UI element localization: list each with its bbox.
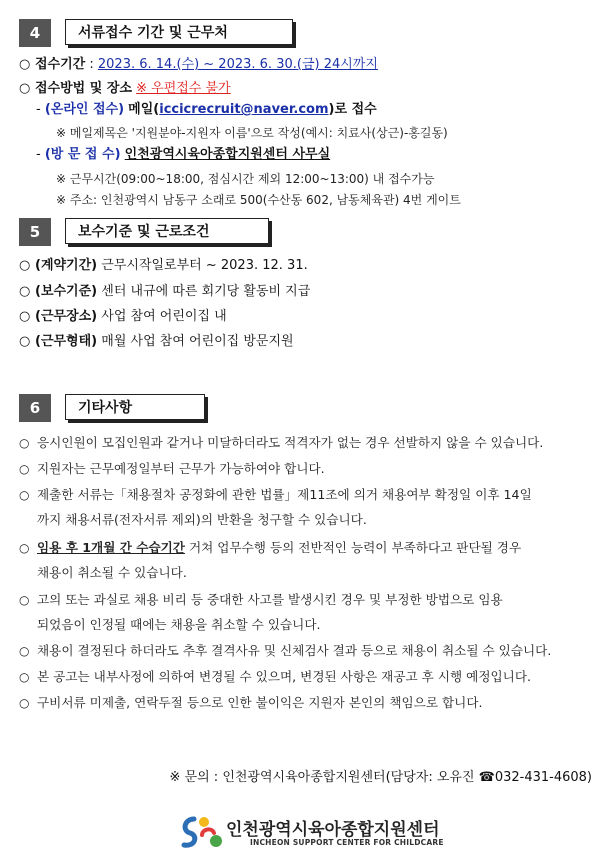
condition-label: (근무장소) (35, 309, 98, 324)
circle-bullet-icon: ○ (19, 644, 30, 658)
period-line: ○ 접수기간 : 2023. 6. 14.(수) ~ 2023. 6. 30.(금) 24시까지 (19, 57, 378, 72)
circle-bullet-icon: ○ (19, 436, 30, 450)
notice-text-continued: 되었음이 인정될 때에는 채용을 취소할 수 있습니다. (37, 617, 321, 632)
circle-bullet-icon: ○ (19, 696, 30, 710)
condition-item (19, 308, 227, 326)
notice-item (19, 664, 594, 690)
visit-note-hours: ※ 근무시간(09:00~18:00, 점심시간 제외 12:00~13:00) 내 접수가능 (56, 172, 435, 186)
contact-info: ※ 문의 : 인천광역시육아종합지원센터(담당자: 오유진 ☎032-431-4608) (169, 770, 592, 785)
notice-text: 지원자는 근무예정일부터 근무가 가능하여야 합니다. (37, 461, 325, 476)
period-value: 2023. 6. 14.(수) ~ 2023. 6. 30.(금) 24시까지 (97, 57, 378, 72)
circle-bullet-icon: ○ (19, 309, 31, 324)
center-logo (178, 813, 458, 853)
online-note: ※ 메일제목은 '지원분야-지원자 이름'으로 작성(예시: 치료사(상근)-홍길동) (56, 126, 448, 140)
circle-bullet-icon: ○ (19, 284, 31, 299)
circle-bullet-icon: ○ (19, 541, 30, 555)
notice-text-continued: 채용이 취소될 수 있습니다. (37, 565, 187, 580)
visit-note-address: ※ 주소: 인천광역시 남동구 소래로 500(수산동 602, 남동체육관) 4번 게이트 (56, 193, 461, 207)
notice-text: 응시인원이 모집인원과 같거나 미달하더라도 적격자가 없는 경우 선발하지 않을 수 있습니다. (37, 435, 544, 450)
online-line: - (온라인 접수) 메일(iccicrecruit@naver.com)로 접수 (36, 102, 377, 117)
section6-number: 6 (19, 394, 51, 422)
notice-text: 거쳐 업무수행 등의 전반적인 능력이 부족하다고 판단될 경우 (184, 540, 522, 555)
condition-text: 사업 참여 어린이집 내 (101, 309, 227, 324)
online-label: (온라인 접수) (44, 102, 125, 117)
circle-bullet-icon: ○ (19, 488, 30, 502)
condition-label: (계약기간) (35, 258, 98, 273)
notice-item (19, 430, 594, 456)
section5-title: 보수기준 및 근로조건 (65, 218, 269, 244)
online-mail-suffix: )로 접수 (328, 102, 377, 117)
method-label: 접수방법 및 장소 (35, 81, 132, 96)
circle-bullet-icon: ○ (19, 462, 30, 476)
visit-place: 인천광역시육아종합지원센터 사무실 (124, 147, 331, 162)
notice-item (19, 587, 594, 613)
online-mail-prefix: 메일( (128, 102, 160, 117)
circle-bullet-icon: ○ (19, 334, 31, 349)
notice-item (19, 535, 594, 561)
notice-text-continued: 까지 채용서류(전자서류 제외)의 반환을 청구할 수 있습니다. (37, 512, 367, 527)
visit-line: - (방 문 접 수) 인천광역시육아종합지원센터 사무실 (36, 147, 331, 162)
condition-label: (보수기준) (35, 284, 98, 299)
notice-item (19, 690, 594, 716)
notice-text: 구비서류 미제출, 연락두절 등으로 인한 불이익은 지원자 본인의 책임으로 합니다. (37, 695, 483, 710)
section6-title: 기타사항 (65, 394, 205, 420)
method-note: ※ 우편접수 불가 (136, 81, 231, 96)
notice-item (19, 482, 594, 508)
section4-number: 4 (19, 19, 51, 47)
method-line (19, 80, 231, 98)
condition-label: (근무형태) (35, 334, 98, 349)
circle-bullet-icon: ○ (19, 670, 30, 684)
section4-title: 서류접수 기간 및 근무처 (65, 19, 293, 45)
notice-text: 채용이 결정된다 하더라도 추후 결격사유 및 신체검사 결과 등으로 채용이 취소될 수 있습니다. (37, 643, 552, 658)
section5-number: 5 (19, 218, 51, 246)
circle-bullet-icon: ○ (19, 258, 31, 273)
condition-text: 센터 내규에 따른 회기당 활동비 지급 (101, 284, 311, 299)
circle-bullet-icon: ○ (19, 593, 30, 607)
notice-text: 제출한 서류는「채용절차 공정화에 관한 법률」제11조에 의거 채용여부 확정일 이후 14일 (37, 487, 532, 502)
online-email-link[interactable]: iccicrecruit@naver.com (159, 102, 329, 117)
condition-text: 근무시작일로부터 ~ 2023. 12. 31. (101, 258, 308, 273)
circle-bullet-icon: ○ (19, 57, 31, 72)
probation-emphasis: 임용 후 1개월 간 수습기간 (37, 540, 185, 555)
condition-text: 매월 사업 참여 어린이집 방문지원 (101, 334, 294, 349)
center-logo-mark-icon (178, 813, 224, 853)
condition-item (19, 283, 310, 301)
circle-bullet-icon: ○ (19, 81, 31, 96)
condition-item (19, 257, 308, 275)
notice-item (19, 456, 594, 482)
notice-text: 고의 또는 과실로 채용 비리 등 중대한 사고를 발생시킨 경우 및 부정한 방법으로 임용 (37, 592, 503, 607)
condition-item (19, 333, 294, 351)
notice-item (19, 638, 594, 664)
visit-label: (방 문 접 수) (44, 147, 121, 162)
notice-text: 본 공고는 내부사정에 의하여 변경될 수 있으며, 변경된 사항은 재공고 후 시행 예정입니다. (37, 669, 532, 684)
period-label: 접수기간 (35, 57, 86, 72)
center-logo-subtitle: INCHEON SUPPORT CENTER FOR CHILDCARE (250, 838, 444, 847)
center-logo-name: 인천광역시육아종합지원센터 (226, 820, 440, 840)
